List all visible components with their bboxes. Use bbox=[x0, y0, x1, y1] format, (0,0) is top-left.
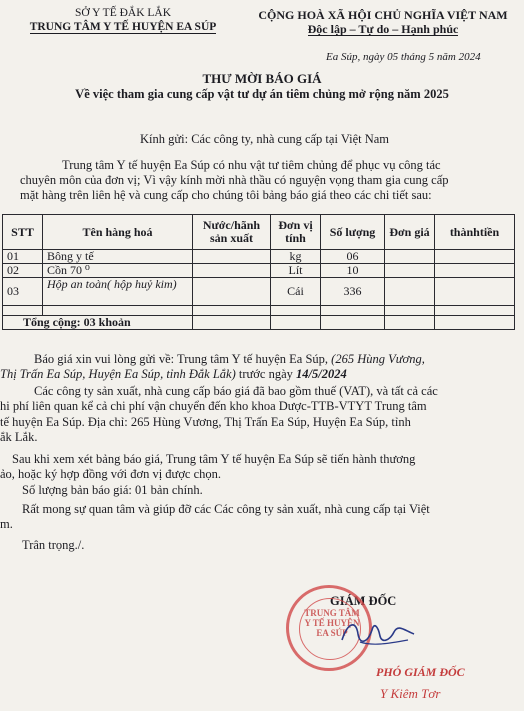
table-row bbox=[3, 250, 515, 264]
submission-deadline: 14/5/2024 bbox=[296, 367, 347, 381]
cell-qty: 336 bbox=[321, 278, 385, 306]
issuer-header bbox=[18, 6, 228, 34]
col-header-origin: Nước/hãnh sản xuất bbox=[193, 215, 271, 250]
cell-origin bbox=[193, 278, 271, 306]
document-date: Ea Súp, ngày 05 tháng 5 năm 2024 bbox=[326, 51, 481, 63]
vat-line-3: tế huyện Ea Súp. Địa chỉ: 265 Hùng Vương, Thị Trấn Ea Súp, Huyện Ea Súp, tỉnh bbox=[0, 415, 411, 429]
document-subtitle: Về việc tham gia cung cấp vật tư dự án tiêm chủng mở rộng năm 2025 bbox=[75, 87, 449, 101]
signer-title: GIÁM ĐỐC bbox=[330, 594, 397, 608]
parent-org: SỞ Y TẾ ĐẮK LẮK bbox=[74, 7, 172, 19]
table-row bbox=[3, 278, 515, 306]
handwritten-signature bbox=[338, 612, 418, 652]
cell-stt: 03 bbox=[3, 278, 43, 306]
col-header-total: thànhtiền bbox=[435, 215, 515, 250]
cell-total bbox=[435, 278, 515, 306]
submission-text: Báo giá xin vui lòng gửi về: Trung tâm Y tế huyện Ea Súp, bbox=[34, 352, 332, 366]
col-header-name: Tên hàng hoá bbox=[43, 215, 193, 250]
col-header-qty: Số lượng bbox=[321, 215, 385, 250]
empty-cell bbox=[385, 306, 435, 316]
submission-line-2 bbox=[0, 367, 347, 382]
cell-unit: Lít bbox=[271, 264, 321, 278]
cell-price bbox=[385, 278, 435, 306]
cell-stt: 02 bbox=[3, 264, 43, 278]
cell-name: Hộp an toàn( hộp huỷ kim) bbox=[43, 278, 193, 306]
cell-origin bbox=[193, 264, 271, 278]
review-line-1: Sau khi xem xét bảng báo giá, Trung tâm Y tế huyện Ea Súp sẽ tiến hành thương bbox=[12, 452, 416, 466]
table-empty-row bbox=[3, 306, 515, 316]
empty-cell bbox=[3, 306, 43, 316]
col-header-unit: Đơn vị tính bbox=[271, 215, 321, 250]
empty-cell bbox=[271, 306, 321, 316]
submission-address: Thị Trấn Ea Súp, Huyện Ea Súp, tỉnh Đắk Lắk) bbox=[0, 367, 236, 381]
empty-cell bbox=[193, 316, 271, 330]
submission-deadline-text: trước ngày bbox=[235, 367, 297, 381]
total-label: Tổng cộng: 03 khoản bbox=[3, 316, 193, 330]
quote-table bbox=[2, 214, 515, 330]
empty-cell bbox=[321, 316, 385, 330]
intro-line-3: mặt hàng trên liên hệ và cung cấp cho chúng tôi bảng báo giá theo các chi tiết sau: bbox=[20, 188, 432, 202]
copies-line: Số lượng bản báo giá: 01 bản chính. bbox=[22, 483, 203, 497]
cell-unit: Cái bbox=[271, 278, 321, 306]
closing: Trân trọng./. bbox=[22, 538, 85, 552]
deputy-title: PHÓ GIÁM ĐỐC bbox=[376, 665, 465, 679]
empty-cell bbox=[43, 306, 193, 316]
empty-cell bbox=[435, 316, 515, 330]
vat-line-1: Các công ty sản xuất, nhà cung cấp báo giá đã bao gồm thuế (VAT), và tất cả các bbox=[34, 384, 438, 398]
intro-line-2: chuyên môn của đơn vị; Vì vậy kính mời nhà thầu có nguyện vọng tham gia cung cấp bbox=[20, 173, 449, 187]
cell-unit: kg bbox=[271, 250, 321, 264]
review-line-2: ảo, hoặc ký hợp đồng với đơn vị được chọn. bbox=[0, 467, 222, 481]
cell-name: Cồn 70 ⁰ bbox=[43, 264, 193, 278]
document-title: THƯ MỜI BÁO GIÁ bbox=[202, 71, 322, 86]
empty-cell bbox=[271, 316, 321, 330]
stamp-text: TRUNG TÂM Y TẾ HUYỆN EA SÚP bbox=[304, 608, 360, 638]
col-header-stt: STT bbox=[3, 215, 43, 250]
submission-address-part: (265 Hùng Vương, bbox=[331, 352, 425, 366]
issuing-org: TRUNG TÂM Y TẾ HUYỆN EA SÚP bbox=[29, 21, 217, 33]
nation-name: CỘNG HOÀ XÃ HỘI CHỦ NGHĨA VIỆT NAM bbox=[258, 8, 508, 22]
empty-cell bbox=[321, 306, 385, 316]
cell-qty: 10 bbox=[321, 264, 385, 278]
table-total-row bbox=[3, 316, 515, 330]
cell-name: Bông y tế bbox=[43, 250, 193, 264]
cell-qty: 06 bbox=[321, 250, 385, 264]
vat-line-4: ắk Lắk. bbox=[0, 430, 38, 444]
vat-line-2: hi phí liên quan kể cả chi phí vận chuyển đến kho khoa Dược-TTB-VTYT Trung tâm bbox=[0, 399, 427, 413]
empty-cell bbox=[435, 306, 515, 316]
table-row bbox=[3, 264, 515, 278]
cell-price bbox=[385, 264, 435, 278]
nation-motto: Độc lập – Tự do – Hạnh phúc bbox=[307, 22, 459, 36]
table-header-row bbox=[3, 215, 515, 250]
col-header-price: Đơn giá bbox=[385, 215, 435, 250]
cell-price bbox=[385, 250, 435, 264]
national-header bbox=[248, 8, 518, 36]
thanks-line-2: m. bbox=[0, 517, 13, 531]
intro-line-1: Trung tâm Y tế huyện Ea Súp có nhu vật tư tiêm chủng để phục vụ công tác bbox=[62, 158, 441, 172]
empty-cell bbox=[193, 306, 271, 316]
cell-total bbox=[435, 264, 515, 278]
salutation: Kính gửi: Các công ty, nhà cung cấp tại Việt Nam bbox=[140, 132, 390, 146]
empty-cell bbox=[385, 316, 435, 330]
cell-origin bbox=[193, 250, 271, 264]
submission-line-1 bbox=[34, 352, 425, 367]
cell-stt: 01 bbox=[3, 250, 43, 264]
cell-total bbox=[435, 250, 515, 264]
signer-name: Y Kiêm Tơr bbox=[380, 686, 441, 701]
thanks-line-1: Rất mong sự quan tâm và giúp đỡ các Các công ty sản xuất, nhà cung cấp tại Việt bbox=[22, 502, 430, 516]
